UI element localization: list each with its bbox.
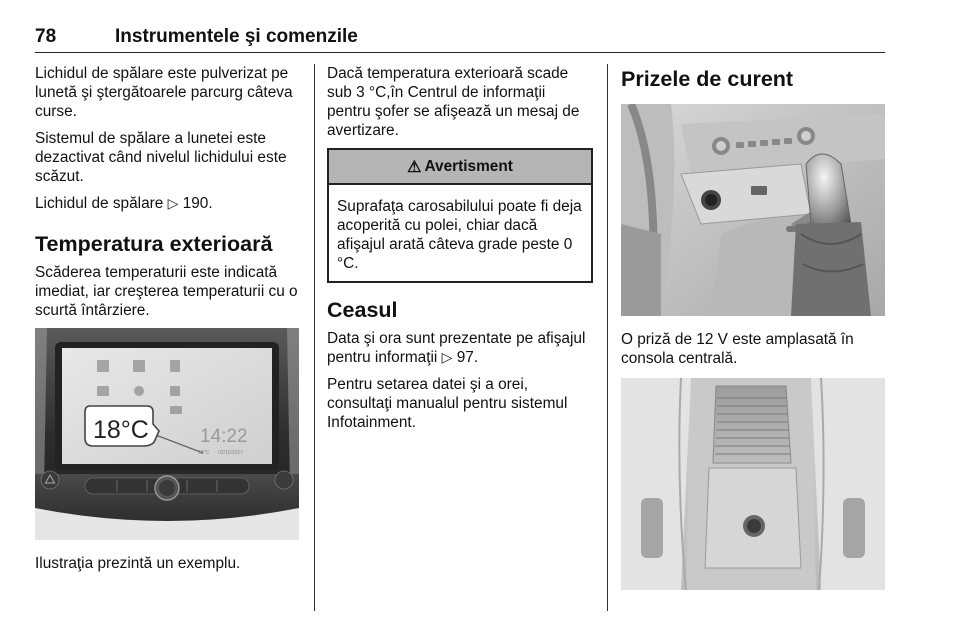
heading-clock: Ceasul xyxy=(327,298,398,322)
heading-power-outlets: Prizele de curent xyxy=(621,67,794,91)
column-2 xyxy=(327,64,593,440)
paragraph-set-date-time: Pentru setarea datei şi a orei, consultaţi manualul pentru sistemul Infotainment. xyxy=(327,376,568,431)
heading-outside-temperature: Temperatura exterioară xyxy=(35,232,273,256)
page-number: 78 xyxy=(35,26,57,47)
warning-box xyxy=(327,148,593,283)
column-3 xyxy=(621,64,886,604)
paragraph-temperature-indication: Scăderea temperaturii este indicată imediat, iar creşterea temperaturii cu o scurtă întârziere. xyxy=(35,264,298,319)
paragraph-12v-outlet: O priză de 12 V este amplasată în consola centrală. xyxy=(621,331,854,367)
chapter-title: Instrumentele şi comenzile xyxy=(115,26,358,47)
center-console-outlet-illustration xyxy=(621,104,885,316)
warning-text: Suprafaţa carosabilului poate fi deja acoperită cu polei, chiar dacă afişajul arată câteva grade peste 0 °C. xyxy=(337,198,582,272)
column-1 xyxy=(35,64,299,581)
warning-content xyxy=(329,185,591,281)
warning-triangle-icon: ⚠ xyxy=(407,158,422,176)
washer-fluid-page-ref[interactable]: 190. xyxy=(182,195,213,212)
paragraph-temperature-warning: Dacă temperatura exterioară scade sub 3 °C,în Centrul de informaţii pentru şofer se afişează un mesaj de avertizare. xyxy=(327,65,580,139)
page-header xyxy=(35,22,885,53)
page-ref-arrow-icon: ▷ xyxy=(167,195,179,211)
display-temperature: 18°C xyxy=(93,416,149,444)
column-divider-2 xyxy=(607,64,608,611)
warning-title: Avertisment xyxy=(424,157,513,175)
display-small-date: 02/15/2017 xyxy=(218,450,244,456)
info-display-page-ref[interactable]: 97. xyxy=(456,349,479,366)
date-time-text: Data şi ora sunt prezentate pe afişajul pentru informaţii xyxy=(327,330,586,366)
column-divider-1 xyxy=(314,64,315,611)
illustration-caption: Ilustraţia prezintă un exemplu. xyxy=(35,555,241,572)
display-small-temperature: 18°C xyxy=(198,450,210,456)
page-ref-arrow-icon: ▷ xyxy=(441,349,453,365)
temperature-display-illustration xyxy=(35,328,299,540)
warning-header xyxy=(329,150,591,185)
paragraph-date-time xyxy=(327,329,593,367)
console-12v-socket-illustration xyxy=(621,378,885,590)
paragraph-washer-deactivated: Sistemul de spălare a lunetei este dezactivat când nivelul lichidului este scăzut. xyxy=(35,130,287,185)
paragraph-washer-fluid-ref xyxy=(35,194,299,213)
paragraph-washer-spray: Lichidul de spălare este pulverizat pe lunetă şi ştergătoarele parcurg câteva curse. xyxy=(35,65,293,120)
washer-fluid-text: Lichidul de spălare xyxy=(35,195,164,212)
display-clock: 14:22 xyxy=(200,426,248,447)
